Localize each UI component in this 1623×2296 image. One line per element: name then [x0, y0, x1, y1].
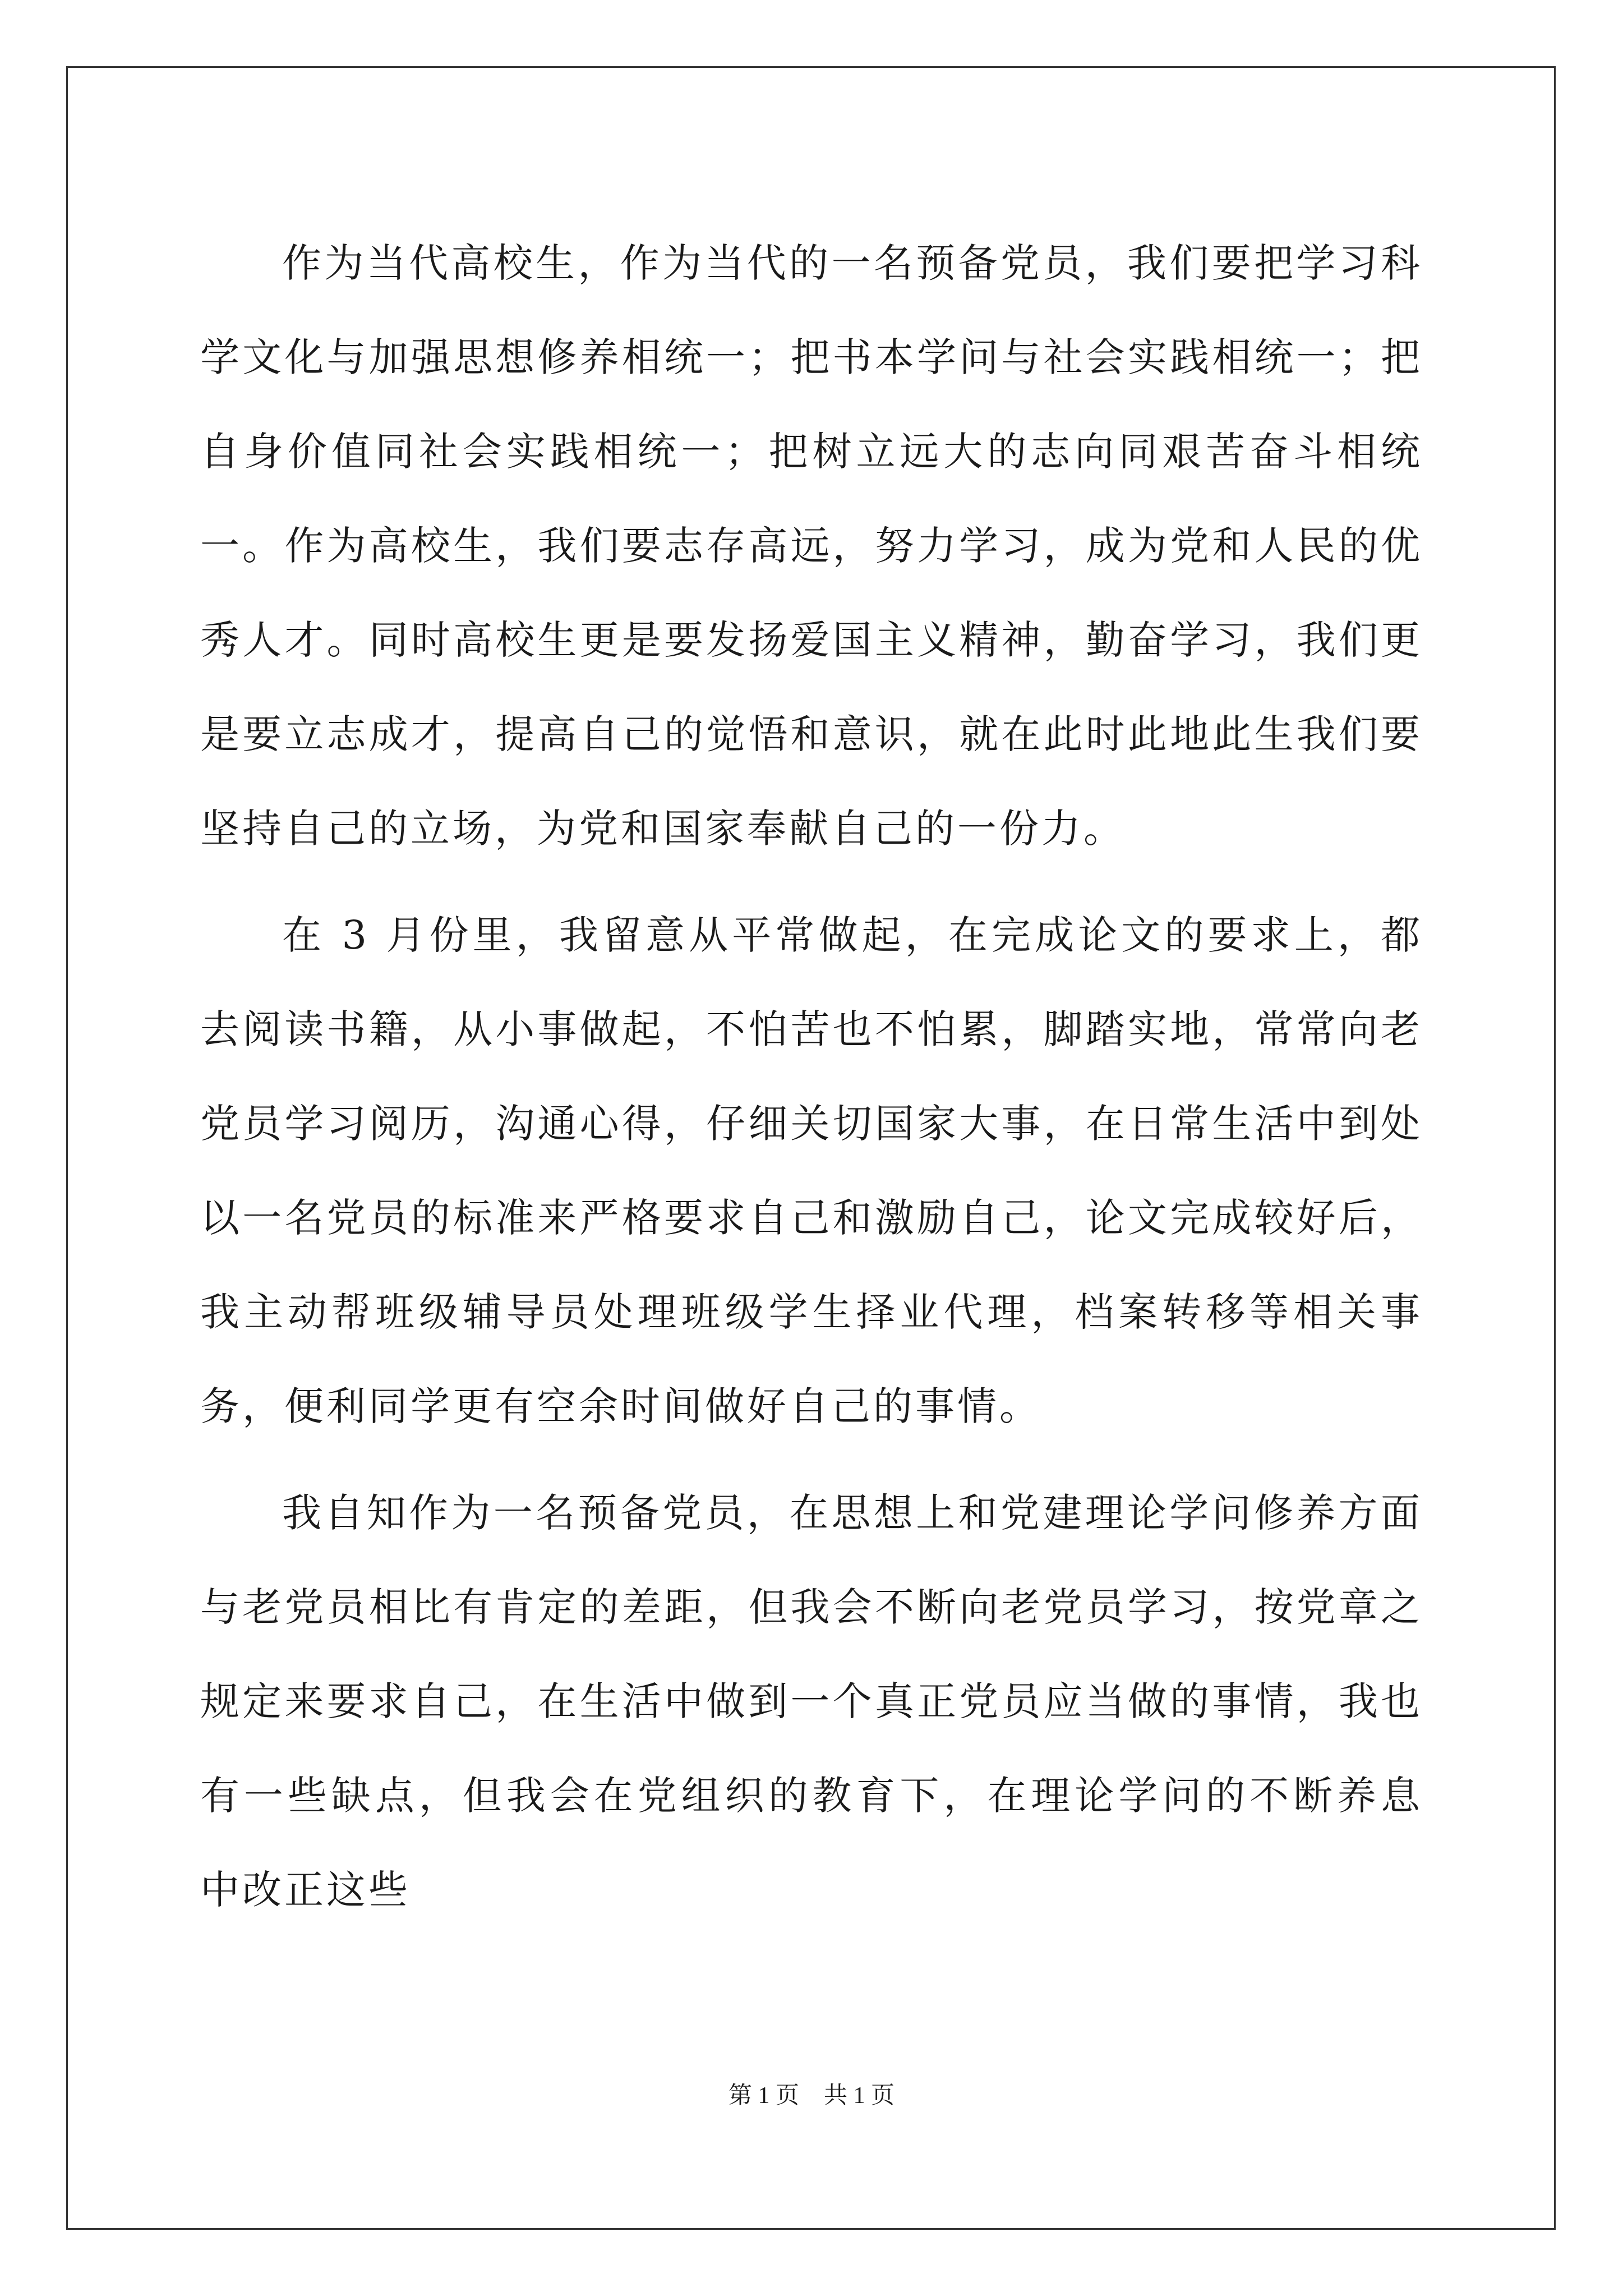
page-number: 第 1 页: [728, 2083, 799, 2109]
paragraph-2: 在 3 月份里，我留意从平常做起，在完成论文的要求上，都去阅读书籍，从小事做起，不怕苦也不怕累，脚踏实地，常常向老党员学习阅历，沟通心得，仔细关切国家大事，在日常生活中到处以一名党员的标准来严格要求自己和激励自己，论文完成较好后，我主动帮班级辅导员处理班级学生择业代理，档案转移等相关事务，便利同学更有空余时间做好自己的事情。: [200, 912, 1423, 1429]
document-body: [200, 216, 1423, 1937]
page-total: 共 1 页: [824, 2083, 895, 2109]
page-footer: [0, 2077, 1623, 2110]
paragraph-3: 我自知作为一名预备党员，在思想上和党建理论学问修养方面与老党员相比有肯定的差距，但我会不断向老党员学习，按党章之规定来要求自己，在生活中做到一个真正党员应当做的事情，我也有一些缺点，但我会在党组织的教育下，在理论学问的不断养息 中改正这些: [200, 1490, 1423, 1913]
paragraph-1: 作为当代高校生，作为当代的一名预备党员，我们要把学习科学文化与加强思想修养相统一；把书本学问与社会实践相统一；把自身价值同社会实践相统一；把树立远大的志向同艰苦奋斗相统一。作为高校生，我们要志存高远，努力学习，成为党和人民的优秀人才。同时高校生更是要发扬爱国主义精神，勤奋学习，我们更是要立志成才，提高自己的觉悟和意识，就在此时此地此生我们要坚持自己的立场，为党和国家奉献自己的一份力。: [200, 240, 1423, 852]
